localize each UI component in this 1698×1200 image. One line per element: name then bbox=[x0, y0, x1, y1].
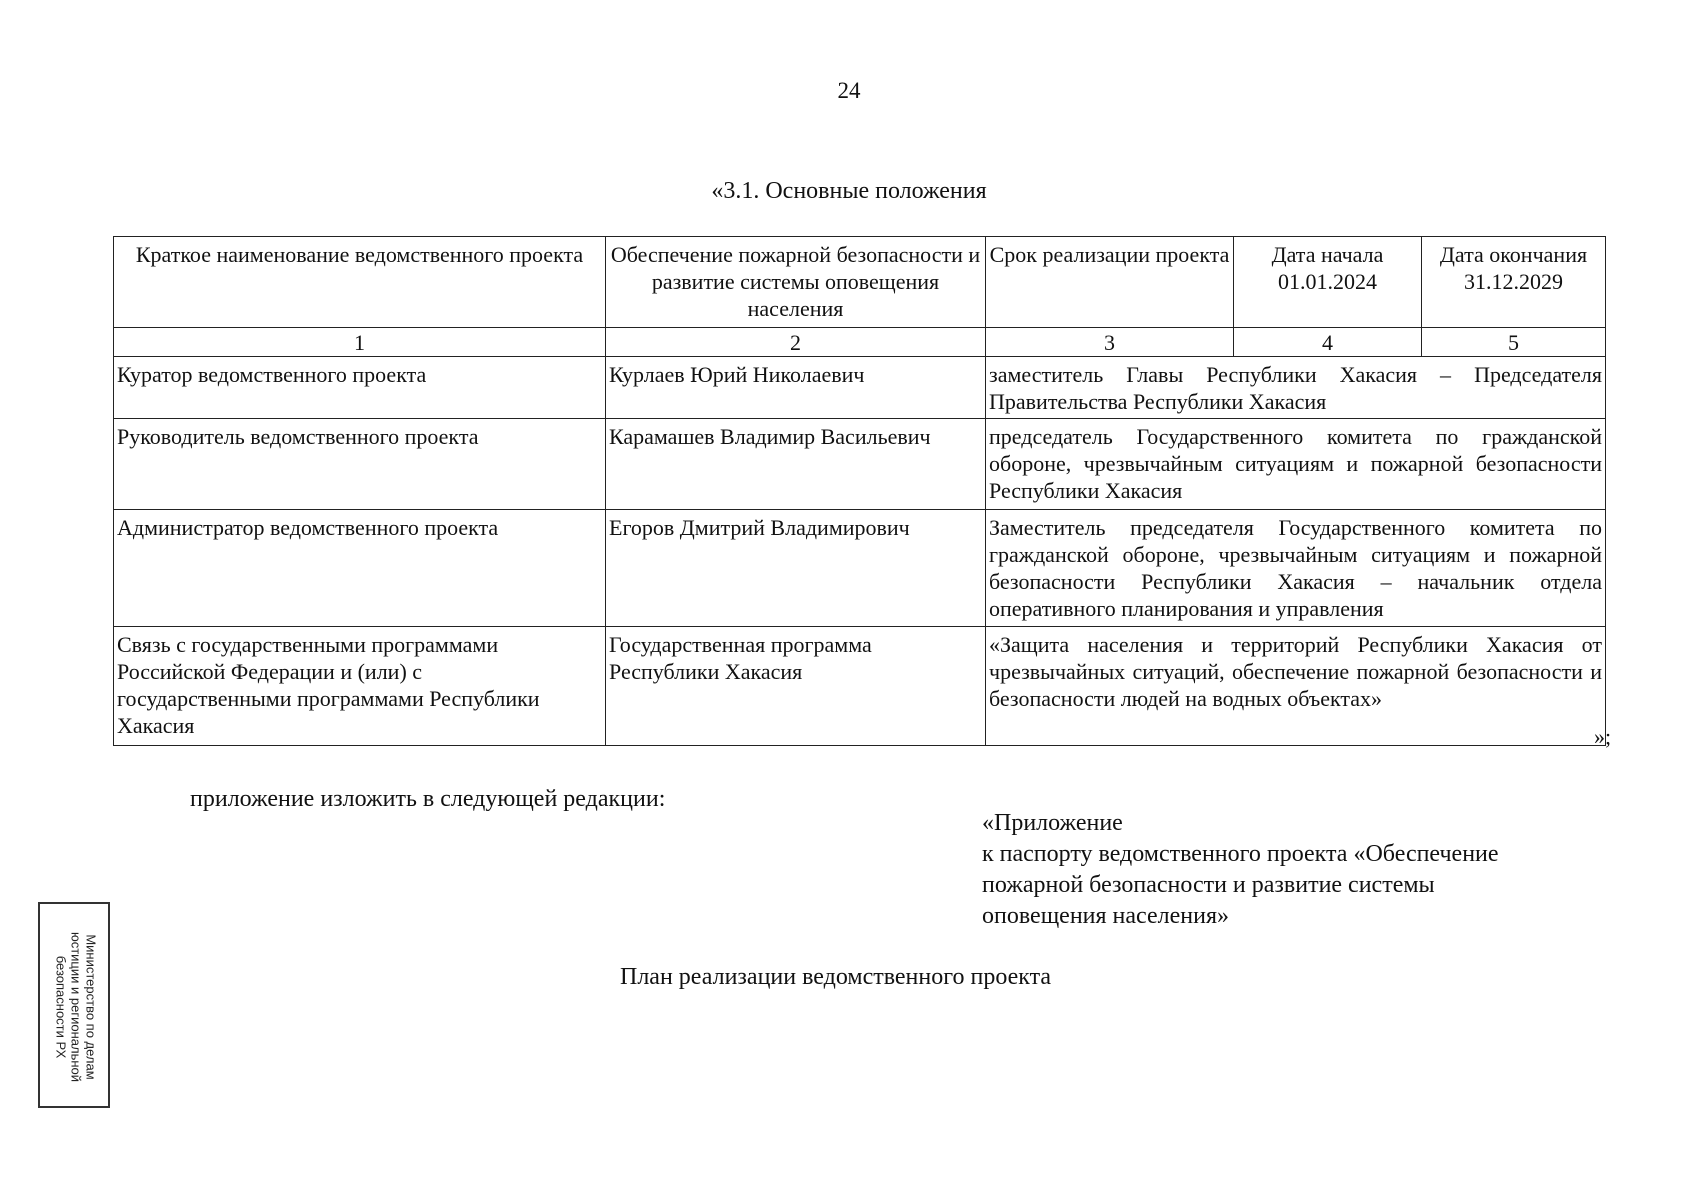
stamp-line: юстиции и региональной bbox=[68, 931, 84, 1083]
table-row bbox=[114, 419, 1606, 510]
plan-title: План реализации ведомственного проекта bbox=[620, 964, 1052, 990]
row-person: Егоров Дмитрий Владимирович bbox=[606, 510, 986, 627]
appendix-line: пожарной безопасности и развитие системы bbox=[982, 872, 1435, 898]
row-person: Курлаев Юрий Николаевич bbox=[606, 357, 986, 419]
header-cell-project: Обеспечение пожарной безопасности и развитие системы оповещения населения bbox=[606, 237, 986, 328]
table-row bbox=[114, 627, 1606, 746]
row-label: Администратор ведомственного проекта bbox=[114, 510, 606, 627]
ministry-stamp bbox=[38, 902, 110, 1108]
column-number: 4 bbox=[1234, 328, 1422, 357]
row-label: Куратор ведомственного проекта bbox=[114, 357, 606, 419]
table-numbers-row bbox=[114, 328, 1606, 357]
row-person: Карамашев Владимир Васильевич bbox=[606, 419, 986, 510]
row-position: председатель Государственного комитета по гражданской обороне, чрезвычайным ситуациям и пожарной безопасности Республики Хакасия bbox=[986, 419, 1606, 510]
table-row bbox=[114, 510, 1606, 627]
row-label: Руководитель ведомственного проекта bbox=[114, 419, 606, 510]
appendix-line: к паспорту ведомственного проекта «Обеспечение bbox=[982, 841, 1499, 867]
stamp-line: безопасности РХ bbox=[53, 955, 69, 1059]
header-cell-start: Дата начала 01.01.2024 bbox=[1234, 237, 1422, 328]
table-row bbox=[114, 357, 1606, 419]
section-title: «3.1. Основные положения bbox=[711, 178, 987, 204]
header-cell-end: Дата окончания 31.12.2029 bbox=[1422, 237, 1606, 328]
row-position: «Защита населения и территорий Республики Хакасия от чрезвычайных ситуаций, обеспечение пожарной безопасности и безопасности людей на водных объектах» bbox=[986, 627, 1606, 746]
column-number: 2 bbox=[606, 328, 986, 357]
appendix-line: оповещения населения» bbox=[982, 903, 1229, 929]
closing-quote-mark: »; bbox=[1594, 724, 1612, 749]
page-number: 24 bbox=[837, 78, 861, 103]
header-cell-term: Срок реализации проекта bbox=[986, 237, 1234, 328]
stamp-text bbox=[54, 907, 99, 1107]
appendix-heading bbox=[982, 808, 1499, 932]
table-header-row bbox=[114, 237, 1606, 328]
project-table bbox=[113, 236, 1606, 746]
row-person: Государственная программа Республики Хакасия bbox=[606, 627, 986, 746]
row-position: заместитель Главы Республики Хакасия – Председателя Правительства Республики Хакасия bbox=[986, 357, 1606, 419]
row-position: Заместитель председателя Государственного комитета по гражданской обороне, чрезвычайным ситуациям и пожарной безопасности Республики Хакасия – начальник отдела оперативного планирования и управления bbox=[986, 510, 1606, 627]
column-number: 3 bbox=[986, 328, 1234, 357]
row-label: Связь с государственными программами Российской Федерации и (или) с государственными программами Республики Хакасия bbox=[114, 627, 606, 746]
stamp-line: Министерство по делам bbox=[83, 934, 99, 1080]
instruction-text: приложение изложить в следующей редакции: bbox=[190, 786, 666, 812]
column-number: 1 bbox=[114, 328, 606, 357]
header-cell-name: Краткое наименование ведомственного проекта bbox=[114, 237, 606, 328]
column-number: 5 bbox=[1422, 328, 1606, 357]
appendix-line: «Приложение bbox=[982, 810, 1123, 836]
